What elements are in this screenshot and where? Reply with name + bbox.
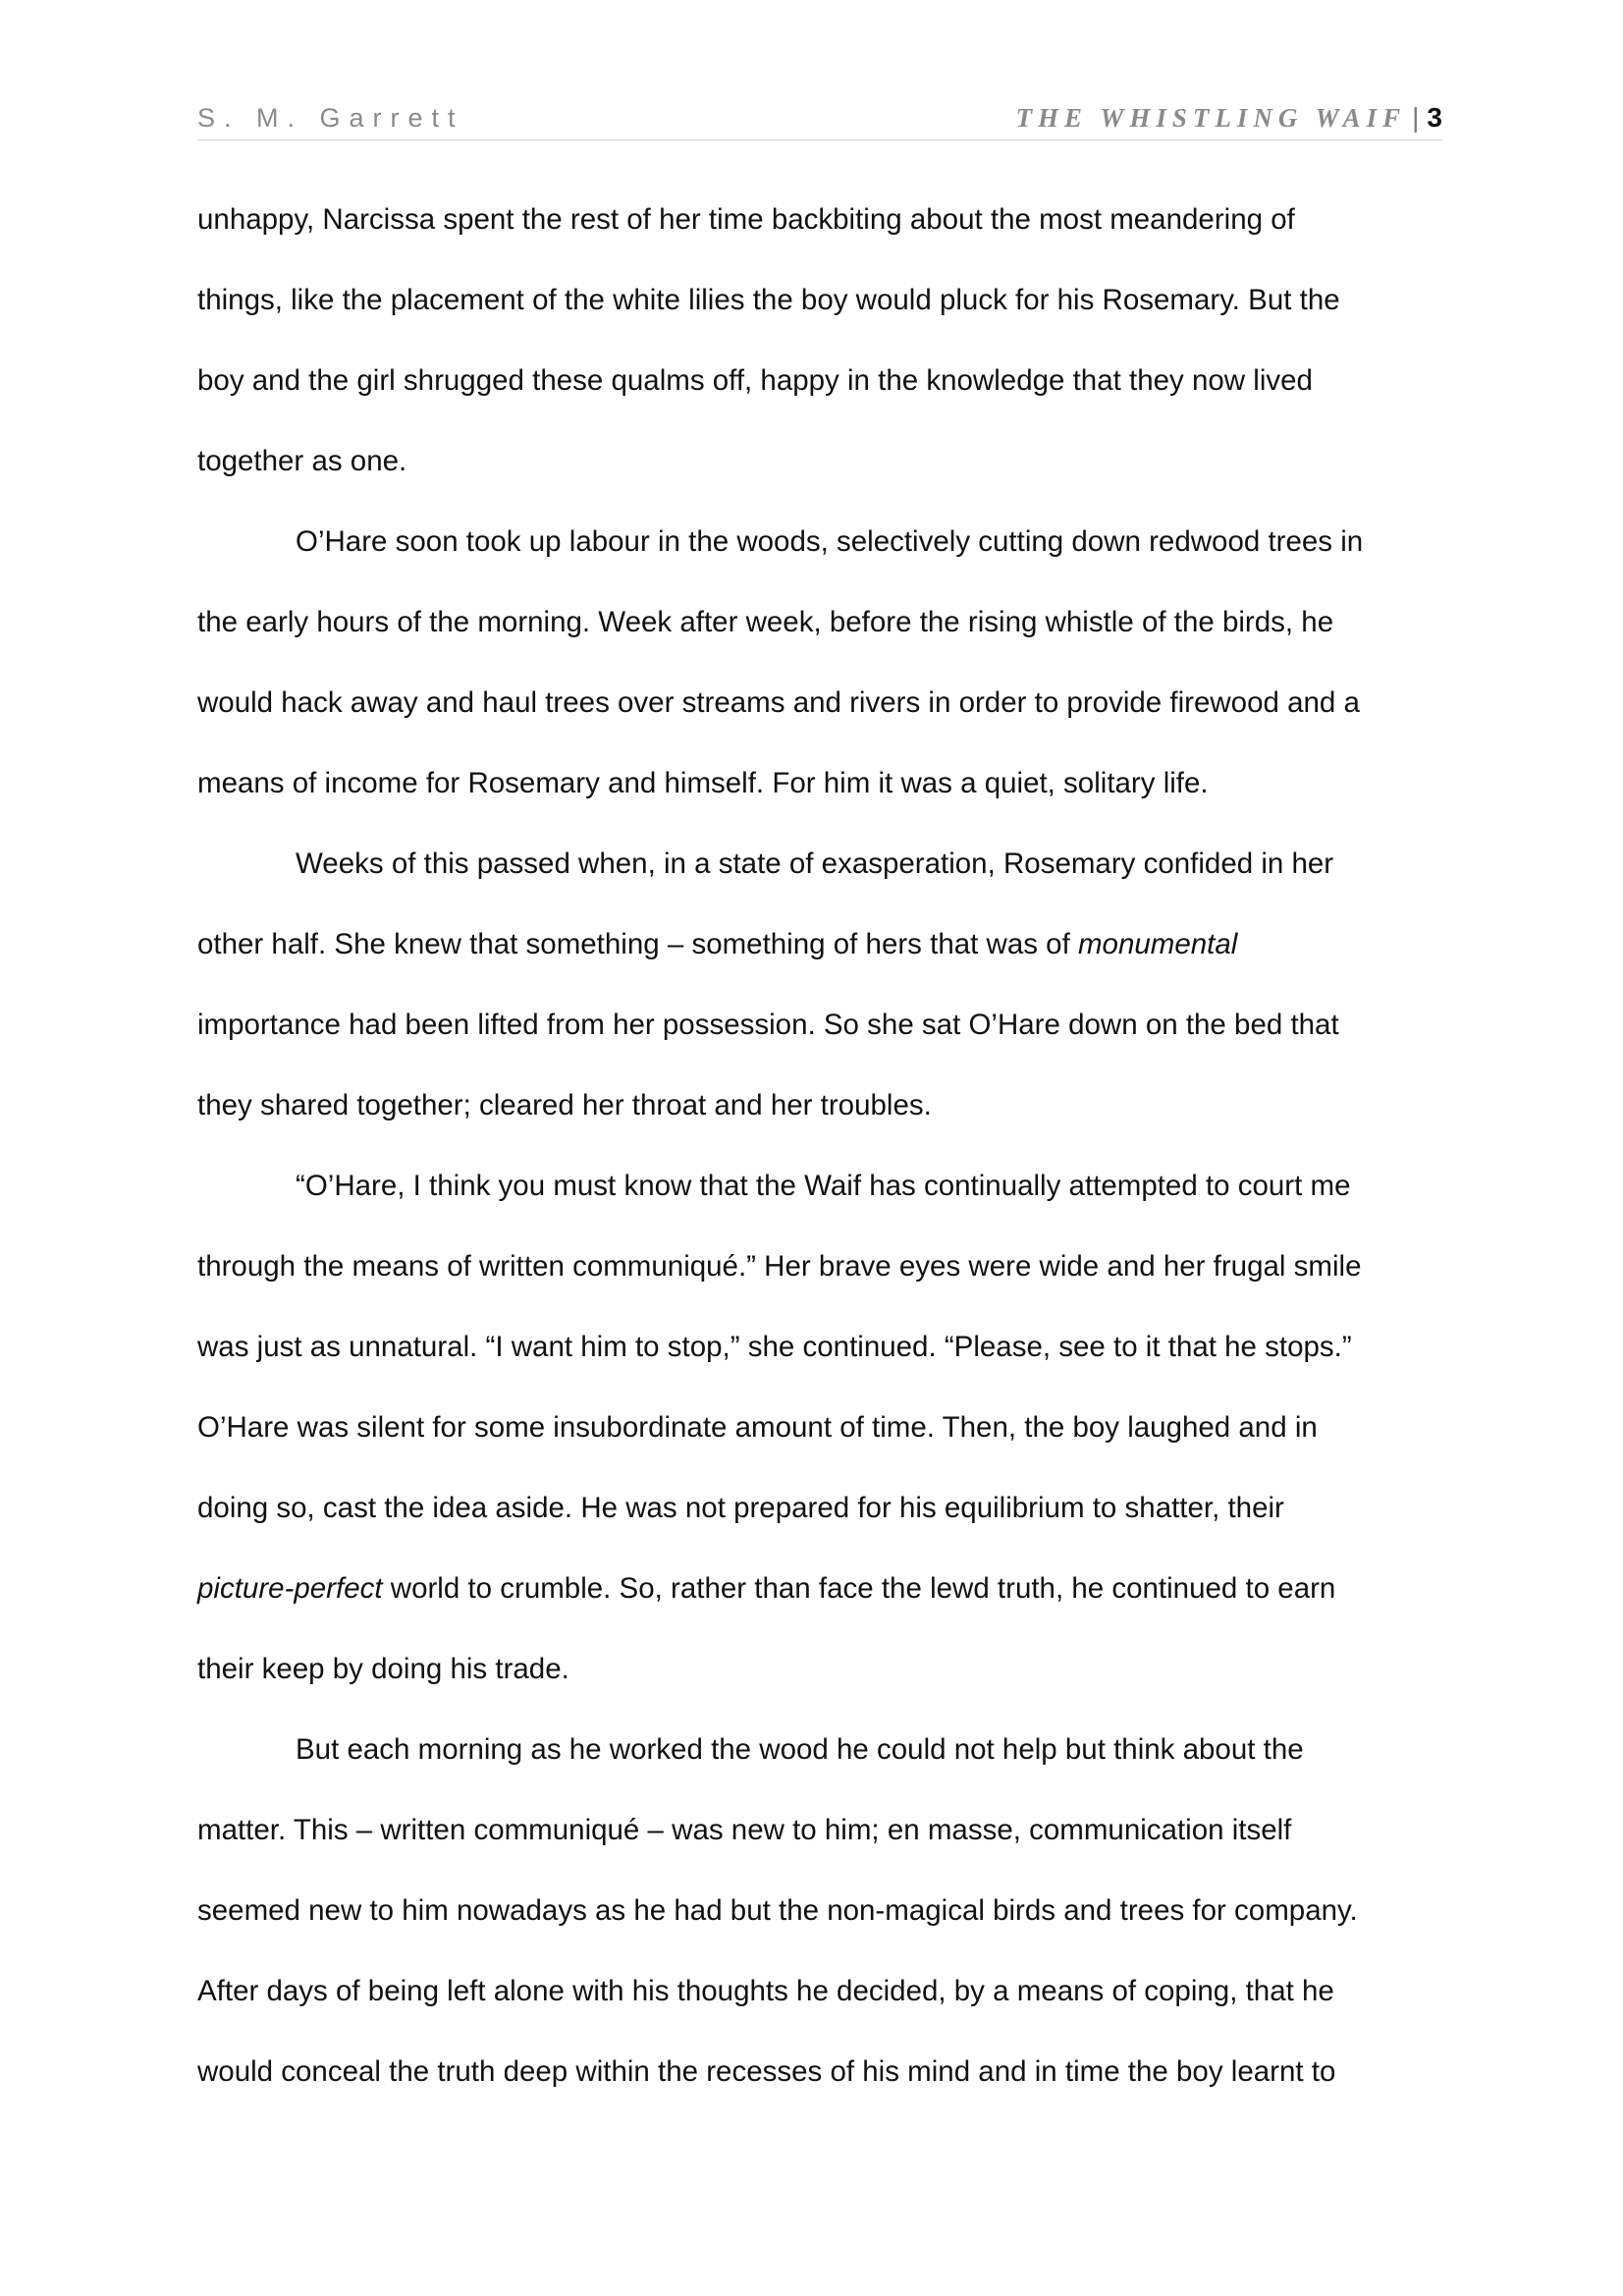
text-line: was just as unnatural. “I want him to stop,” she continued. “Please, see to it that he stops.” [197,1331,1352,1363]
text-line: together as one. [197,445,407,477]
header-separator: | [1412,102,1420,133]
text-line: After days of being left alone with his thoughts he decided, by a means of coping, that he [197,1975,1334,2007]
text-line: would conceal the truth deep within the recesses of his mind and in time the boy learnt to [197,2055,1336,2088]
text-line: through the means of written communiqué.” Her brave eyes were wide and her frugal smile [197,1250,1362,1283]
paragraph-start-line: O’Hare soon took up labour in the woods, selectively cutting down redwood trees in [296,525,1364,558]
text-line: importance had been lifted from her possession. So she sat O’Hare down on the bed that [197,1009,1339,1041]
paragraph-start-line: Weeks of this passed when, in a state of exasperation, Rosemary confided in her [296,847,1334,880]
text-line: they shared together; cleared her throat and her troubles. [197,1089,932,1121]
header-page-number: 3 [1427,102,1442,133]
text-line: things, like the placement of the white lilies the boy would pluck for his Rosemary. But the [197,284,1340,316]
text-line: matter. This – written communiqué – was new to him; en masse, communication itself [197,1814,1292,1846]
paragraph-start-line: But each morning as he worked the wood he could not help but think about the [296,1733,1304,1766]
paragraph-start-line: “O’Hare, I think you must know that the Waif has continually attempted to court me [296,1170,1351,1202]
text-line [197,917,1442,998]
header-book-title: THE WHISTLING WAIF [1015,103,1407,133]
emphasized-text: monumental [1077,928,1238,960]
page-header [197,96,1442,140]
text-line: unhappy, Narcissa spent the rest of her time backbiting about the most meandering of [197,203,1295,236]
text-line: doing so, cast the idea aside. He was not prepared for his equilibrium to shatter, their [197,1492,1284,1524]
text-segment: world to crumble. So, rather than face the lewd truth, he continued to earn [382,1572,1336,1605]
text-line [197,1561,1442,1642]
emphasized-text: picture-perfect [197,1572,383,1605]
header-author: S. M. Garrett [197,103,464,133]
text-line: means of income for Rosemary and himself. For him it was a quiet, solitary life. [197,767,1209,799]
text-line: O’Hare was silent for some insubordinate amount of time. Then, the boy laughed and in [197,1411,1318,1444]
text-segment: other half. She knew that something – something of hers that was of [197,928,1078,960]
text-line: the early hours of the morning. Week after week, before the rising whistle of the birds, he [197,606,1334,638]
text-line: would hack away and haul trees over streams and rivers in order to provide firewood and a [197,686,1360,719]
text-line: their keep by doing his trade. [197,1653,569,1685]
text-line: boy and the girl shrugged these qualms off, happy in the knowledge that they now lived [197,364,1313,397]
body-text [197,192,1442,2125]
text-line: seemed new to him nowadays as he had but the non-magical birds and trees for company. [197,1894,1358,1927]
header-right [1016,96,1442,144]
